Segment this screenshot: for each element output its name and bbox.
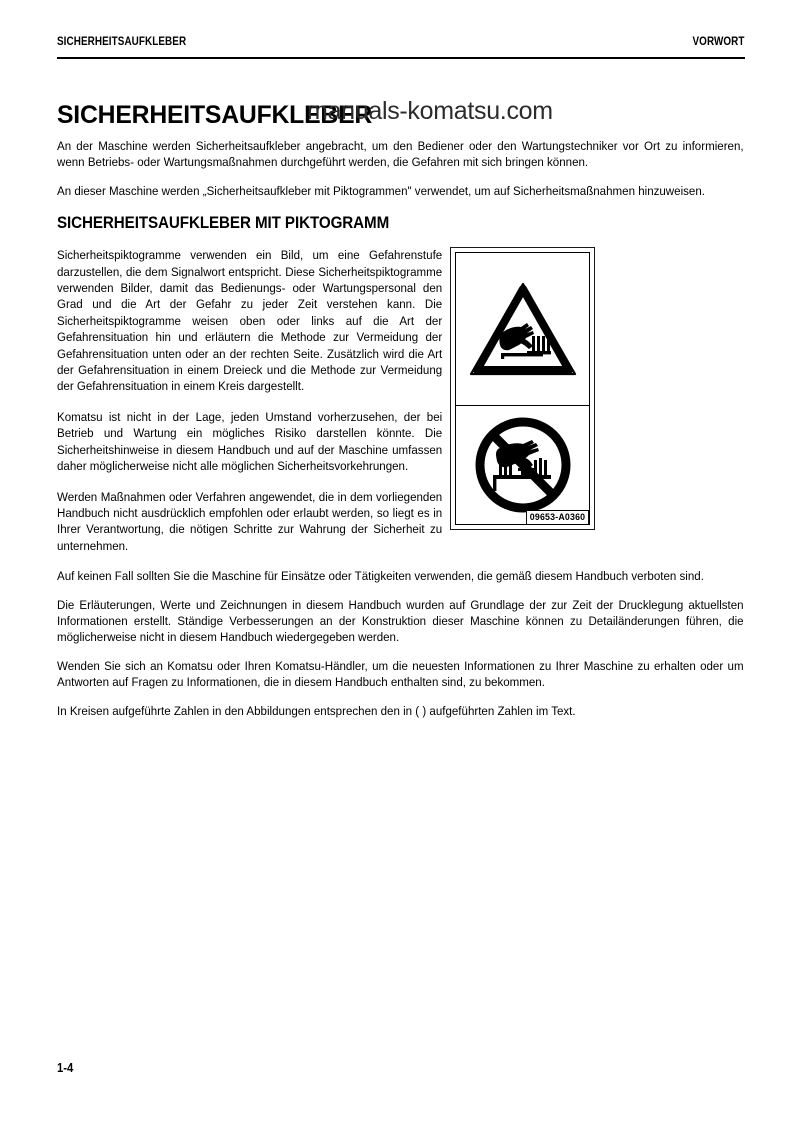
watermark-text: manuals-komatsu.com	[307, 97, 553, 125]
warning-triangle-panel	[456, 253, 589, 406]
figure-code-label: 09653-A0360	[526, 510, 589, 525]
safety-label-frame	[455, 252, 590, 525]
warning-triangle-hand-fan-icon	[469, 281, 577, 377]
page-title: SICHERHEITSAUFKLEBER	[57, 101, 373, 129]
full-paragraph-2: Die Erläuterungen, Werte und Zeichnungen in diesem Handbuch wurden auf Grundlage der zur Zeit der Drucklegung aktuellsten Informationen erstellt. Ständige Verbesserungen an der Konstruktion dieser Maschine können zu Detailänderungen führen, die möglicherweise nicht in diesem Handbuch wiedergegeben werden.	[57, 597, 744, 645]
section-title: SICHERHEITSAUFKLEBER MIT PIKTOGRAMM	[57, 214, 390, 233]
pictogram-text-region	[57, 247, 745, 554]
full-paragraph-3: Wenden Sie sich an Komatsu oder Ihren Komatsu-Händler, um die neuesten Informationen zu Ihrer Maschine zu erhalten oder um Antworten auf Fragen zu Informationen, die in diesem Handbuch enthalten sind, zu bekommen.	[57, 658, 744, 690]
full-paragraph-1: Auf keinen Fall sollten Sie die Maschine für Einsätze oder Tätigkeiten verwenden, die gemäß diesem Handbuch verboten sind.	[57, 569, 704, 584]
intro-paragraph-2: An dieser Maschine werden „Sicherheitsaufkleber mit Piktogrammen" verwendet, um auf Sicherheitsmaßnahmen hinzuweisen.	[57, 183, 705, 198]
narrow-paragraph-2: Komatsu ist nicht in der Lage, jeden Umstand vorherzusehen, der bei Betrieb und Wartung ein mögliches Risiko darstellen könnte. Die Sicherheitshinweise in diesem Handbuch und auf der Maschine umfassen daher möglicherweise nicht alle möglichen Sicherheitsvorkehrungen.	[57, 409, 443, 474]
intro-paragraph-1: An der Maschine werden Sicherheitsaufkleber angebracht, um den Bediener oder den Wartungstechniker vor Ort zu informieren, wenn Betriebs- oder Wartungsmaßnahmen durchgeführt werden, die Gefahren mit sich bringen können.	[57, 139, 744, 170]
narrow-paragraph-1: Sicherheitspiktogramme verwenden ein Bild, um eine Gefahrenstufe darzustellen, die dem Signalwort entspricht. Diese Sicherheitspiktogramme verwenden Bilder, damit das Bedienungs- oder Wartungspersonal den Grad und die Art der Gefahr zu jeder Zeit verstehen kann. Die Sicherheitspiktogramme weisen oben oder links auf die Art der Gefahrensituation hin und erläutern die Methode zur Vermeidung der Gefahrensituation unten oder an der rechten Seite. Zusätzlich wird die Art der Gefahrensituation in einem Dreieck und die Methode zur Vermeidung der Gefahrensituation in einem Kreis dargestellt.	[57, 248, 443, 394]
page-content	[57, 100, 745, 719]
page-header	[57, 36, 745, 48]
header-chapter-title: SICHERHEITSAUFKLEBER	[57, 36, 187, 48]
prohibition-hand-fan-icon	[471, 413, 575, 517]
narrow-text-column	[57, 247, 443, 554]
full-paragraph-4: In Kreisen aufgeführte Zahlen in den Abbildungen entsprechen den in ( ) aufgeführten Zahlen im Text.	[57, 703, 576, 718]
safety-label-figure	[450, 247, 595, 530]
header-divider-rule	[57, 57, 745, 59]
header-section-title: VORWORT	[692, 36, 745, 48]
prohibition-panel	[456, 406, 589, 524]
page-number: 1-4	[57, 1061, 74, 1075]
narrow-paragraph-3: Werden Maßnahmen oder Verfahren angewendet, die in dem vorliegenden Handbuch nicht ausdrücklich empfohlen oder erlaubt werden, so liegt es in Ihrer Verantwortung, die nötigen Schritte zur Wahrung der Sicherheit zu unternehmen.	[57, 489, 443, 553]
